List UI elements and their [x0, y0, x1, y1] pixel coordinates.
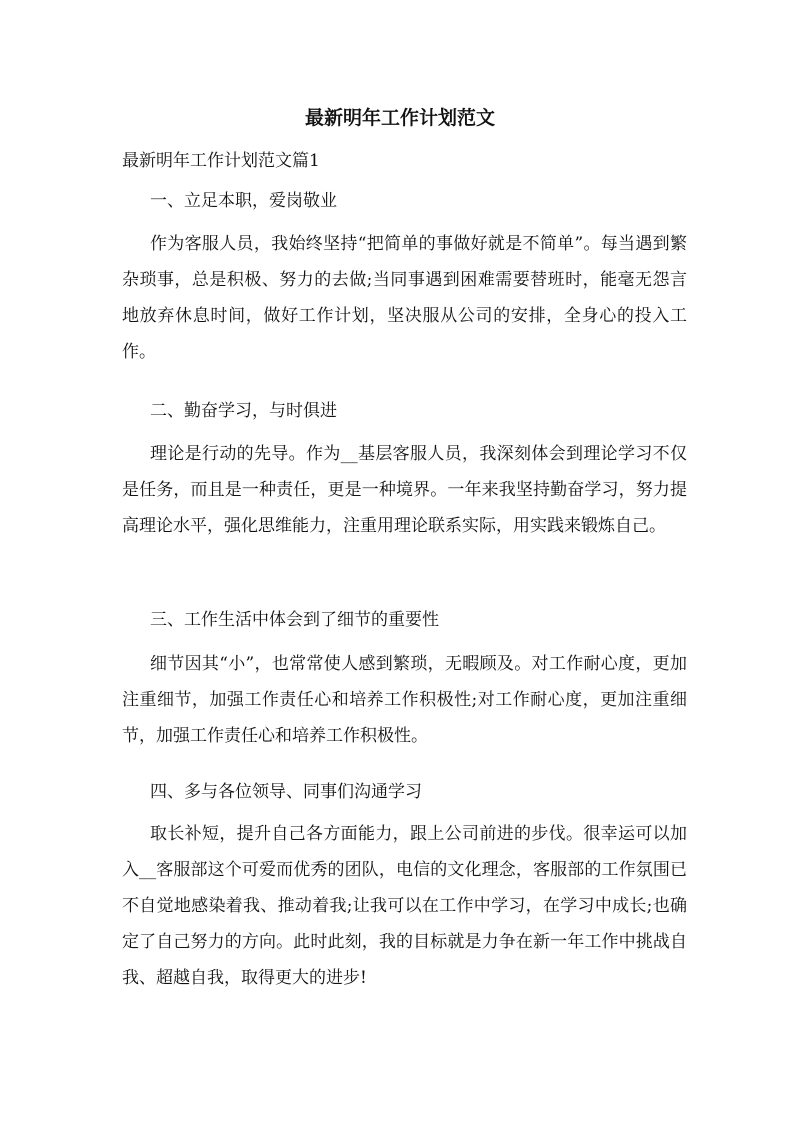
section-body-2: 理论是行动的先导。作为__基层客服人员，我深刻体会到理论学习不仅是任务，而且是一种责任，更是一种境界。一年来我坚持勤奋学习，努力提高理论水平，强化思维能力，注重用理论联系实际，用实践来锻炼自己。 — [122, 444, 687, 536]
document-subtitle: 最新明年工作计划范文篇1 — [122, 151, 320, 171]
section-heading-2: 二、勤奋学习，与时俱进 — [150, 401, 337, 421]
section-body-4: 取长补短，提升自己各方面能力，跟上公司前进的步伐。很幸运可以加入__客服部这个可爱而优秀的团队，电信的文化理念，客服部的工作氛围已不自觉地感染着我、推动着我;让我可以在工作中学习，在学习中成长;也确定了自己努力的方向。此时此刻，我的目标就是力争在新一年工作中挑战自我、超越自我，取得更大的进步! — [122, 824, 687, 988]
section-heading-3: 三、工作生活中体会到了细节的重要性 — [150, 610, 439, 630]
section-body-1: 作为客服人员，我始终坚持“把简单的事做好就是不简单”。每当遇到繁杂琐事，总是积极、努力的去做;当同事遇到困难需要替班时，能毫无怨言地放弃休息时间，做好工作计划，坚决服从公司的安排，全身心的投入工作。 — [122, 234, 687, 362]
section-body-3: 细节因其“小”，也常常使人感到繁琐，无暇顾及。对工作耐心度，更加注重细节，加强工作责任心和培养工作积极性;对工作耐心度，更加注重细节，加强工作责任心和培养工作积极性。 — [122, 654, 687, 746]
section-heading-4: 四、多与各位领导、同事们沟通学习 — [150, 782, 422, 802]
section-heading-1: 一、立足本职，爱岗敬业 — [150, 191, 337, 211]
document-title: 最新明年工作计划范文 — [304, 107, 495, 129]
